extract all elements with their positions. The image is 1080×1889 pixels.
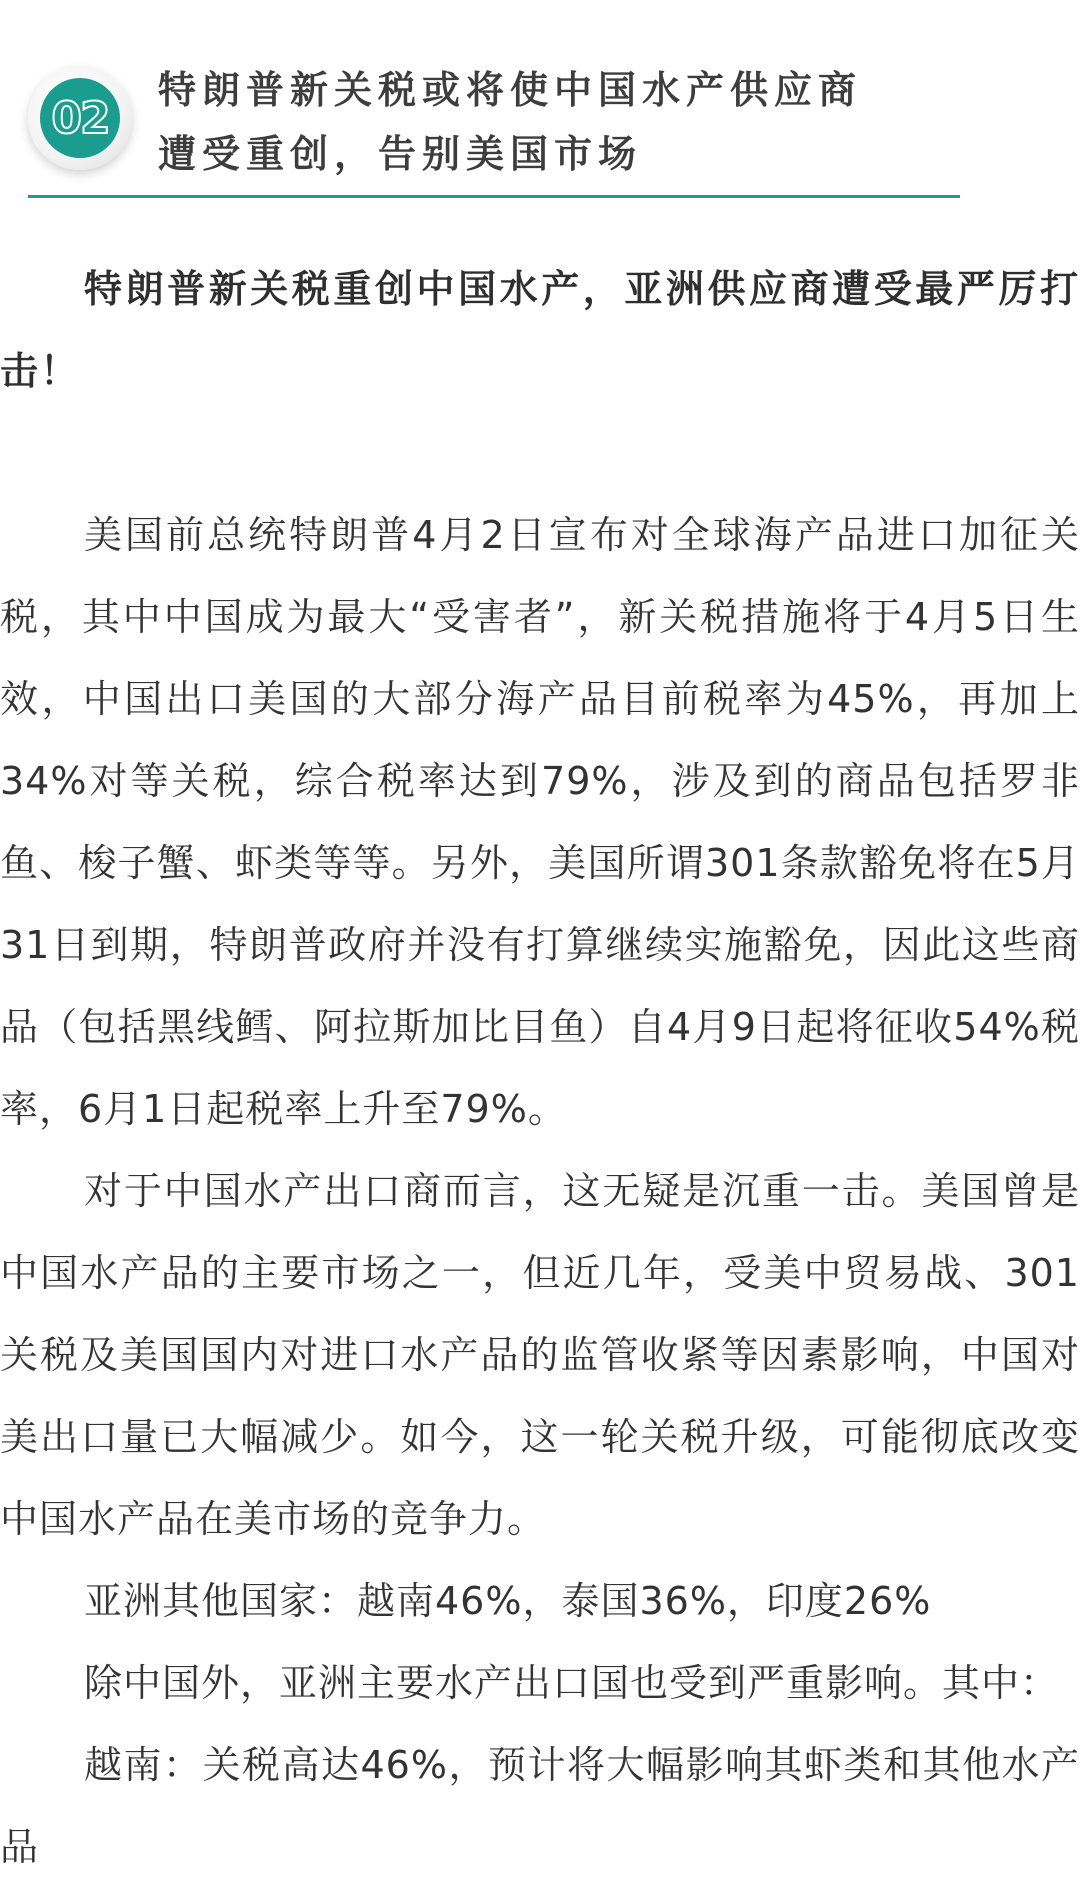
paragraph-asia-subheading: 亚洲其他国家：越南46%，泰国36%，印度26% [84,1579,932,1623]
section-title-line-1: 特朗普新关税或将使中国水产供应商 [158,68,863,112]
section-number-badge [28,66,132,170]
badge-circle [40,78,120,158]
section-title [158,58,978,186]
paragraph-tariff-announcement: 美国前总统特朗普4月2日宣布对全球海产品进口加征关税，其中中国成为最大“受害者”，新关税措施将于4月5日生效，中国出口美国的大部分海产品目前税率为45%，再加上34%对等关税，综合税率达到79%，涉及到的商品包括罗非鱼、梭子蟹、虾类等等。另外，美国所谓301条款豁免将在5月31日到期，特朗普政府并没有打算继续实施豁免，因此这些商品（包括黑线鳕、阿拉斯加比目鱼）自4月9日起将征收54%税率，6月1日起税率上升至79%。 [0,513,1080,1131]
section-title-line-2: 遭受重创，告别美国市场 [158,132,643,176]
paragraph-spacer [0,412,1080,494]
paragraph-vietnam: 越南：关税高达46%，预计将大幅影响其虾类和其他水产品 [0,1743,1080,1869]
article-body [0,248,1080,1888]
section-number: 02 [51,92,109,144]
lead-paragraph: 特朗普新关税重创中国水产，亚洲供应商遭受最严厉打击！ [0,267,1080,393]
section-divider [28,195,960,198]
section-header [0,0,1080,210]
paragraph-asia-intro: 除中国外，亚洲主要水产出口国也受到严重影响。其中： [84,1661,1060,1705]
paragraph-exporter-impact: 对于中国水产出口商而言，这无疑是沉重一击。美国曾是中国水产品的主要市场之一，但近几年，受美中贸易战、301关税及美国国内对进口水产品的监管收紧等因素影响，中国对美出口量已大幅减少。如今，这一轮关税升级，可能彻底改变中国水产品在美市场的竞争力。 [0,1169,1080,1541]
